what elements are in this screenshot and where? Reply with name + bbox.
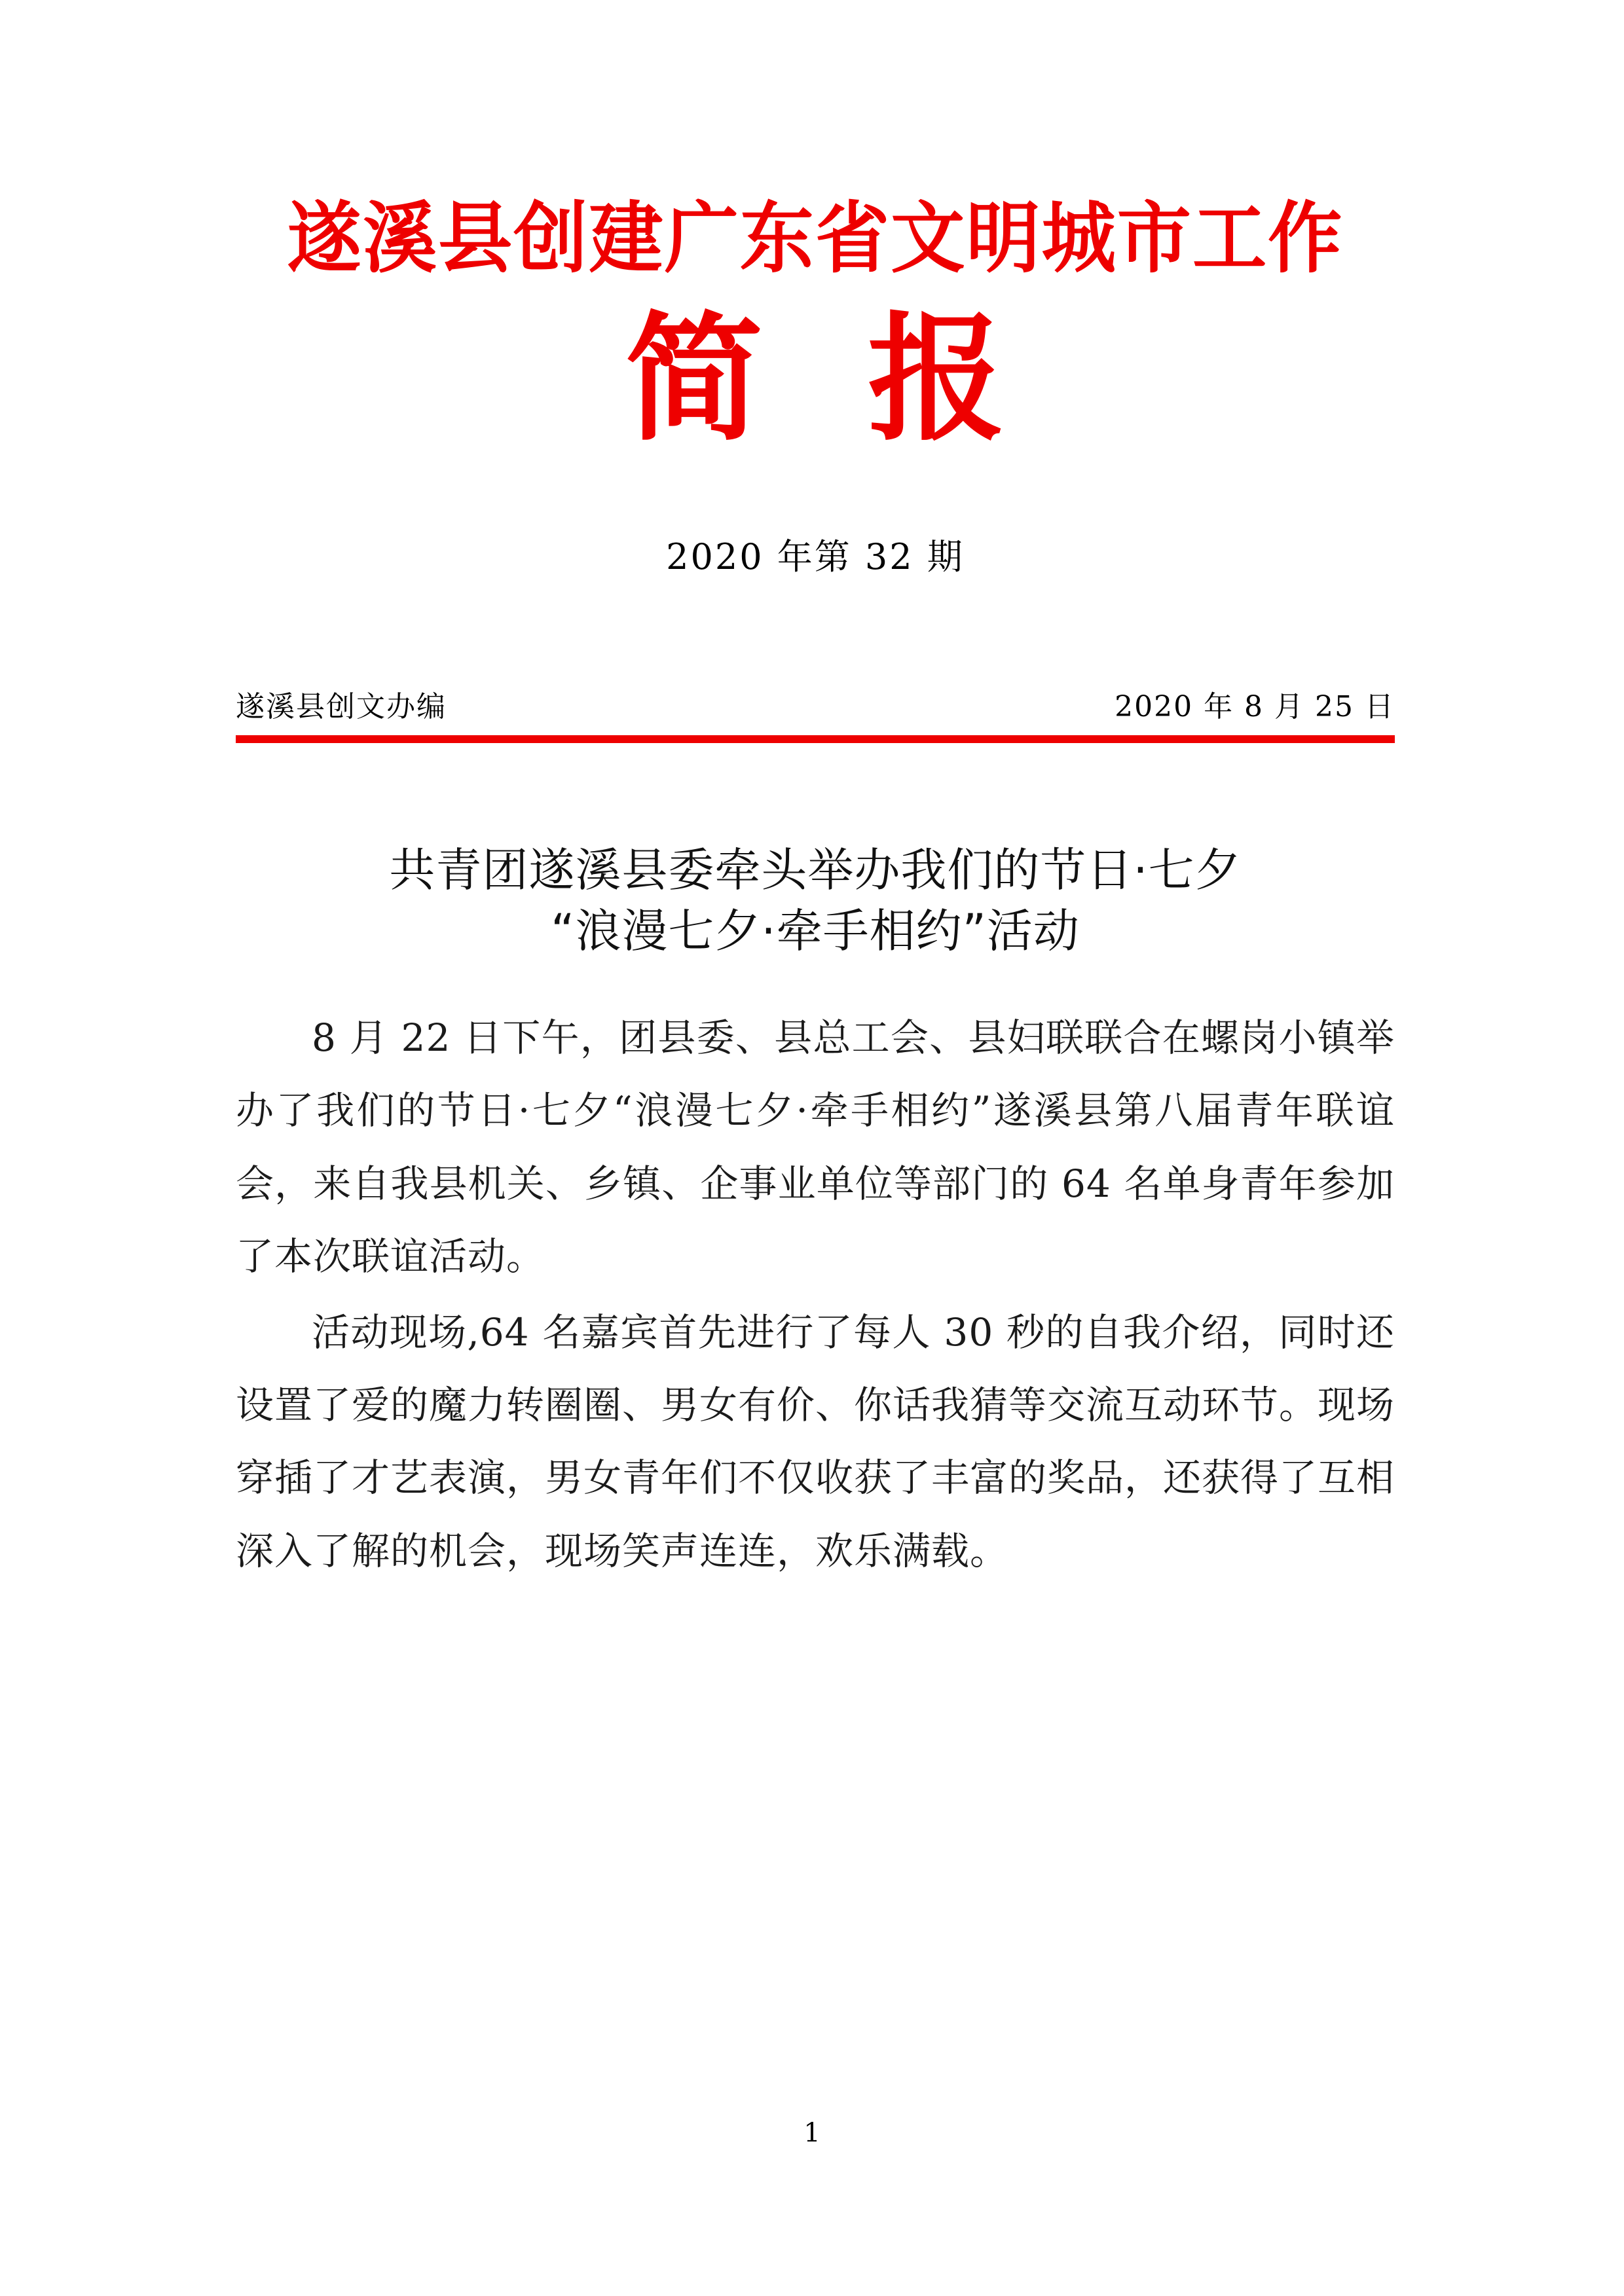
article-title-line-1: 共青团遂溪县委牵头举办我们的节日·七夕 xyxy=(389,843,1242,898)
article-title xyxy=(236,840,1395,961)
masthead-bulletin-word: 简报 xyxy=(625,299,1110,460)
page-number: 1 xyxy=(803,2118,821,2148)
issue-number: 2020 年第 32 期 xyxy=(666,536,965,578)
masthead xyxy=(236,0,1395,579)
red-divider-rule xyxy=(236,735,1395,743)
article-title-line-2: “浪漫七夕·牵手相约”活动 xyxy=(551,903,1080,958)
page-content xyxy=(236,0,1395,2296)
article xyxy=(236,840,1395,1588)
body-paragraph: 8 月 22 日下午，团县委、县总工会、县妇联联合在螺岗小镇举办了我们的节日·七夕“浪漫七夕·牵手相约”遂溪县第八届青年联谊会，来自我县机关、乡镇、企事业单位等部门的 64 名单身青年参加了本次联谊活动。 xyxy=(236,1015,1395,1279)
publish-date: 2020 年 8 月 25 日 xyxy=(1115,690,1395,724)
meta-row xyxy=(236,683,1395,725)
article-body xyxy=(236,1002,1395,1588)
editor-label: 遂溪县创文办编 xyxy=(236,690,447,724)
masthead-org-title: 遂溪县创建广东省文明城市工作 xyxy=(287,193,1344,283)
body-paragraph: 活动现场,64 名嘉宾首先进行了每人 30 秒的自我介绍，同时还设置了爱的魔力转圈圈、男女有价、你话我猜等交流互动环节。现场穿插了才艺表演，男女青年们不仅收获了丰富的奖品，还获得了互相深入了解的机会，现场笑声连连，欢乐满载。 xyxy=(236,1309,1395,1573)
